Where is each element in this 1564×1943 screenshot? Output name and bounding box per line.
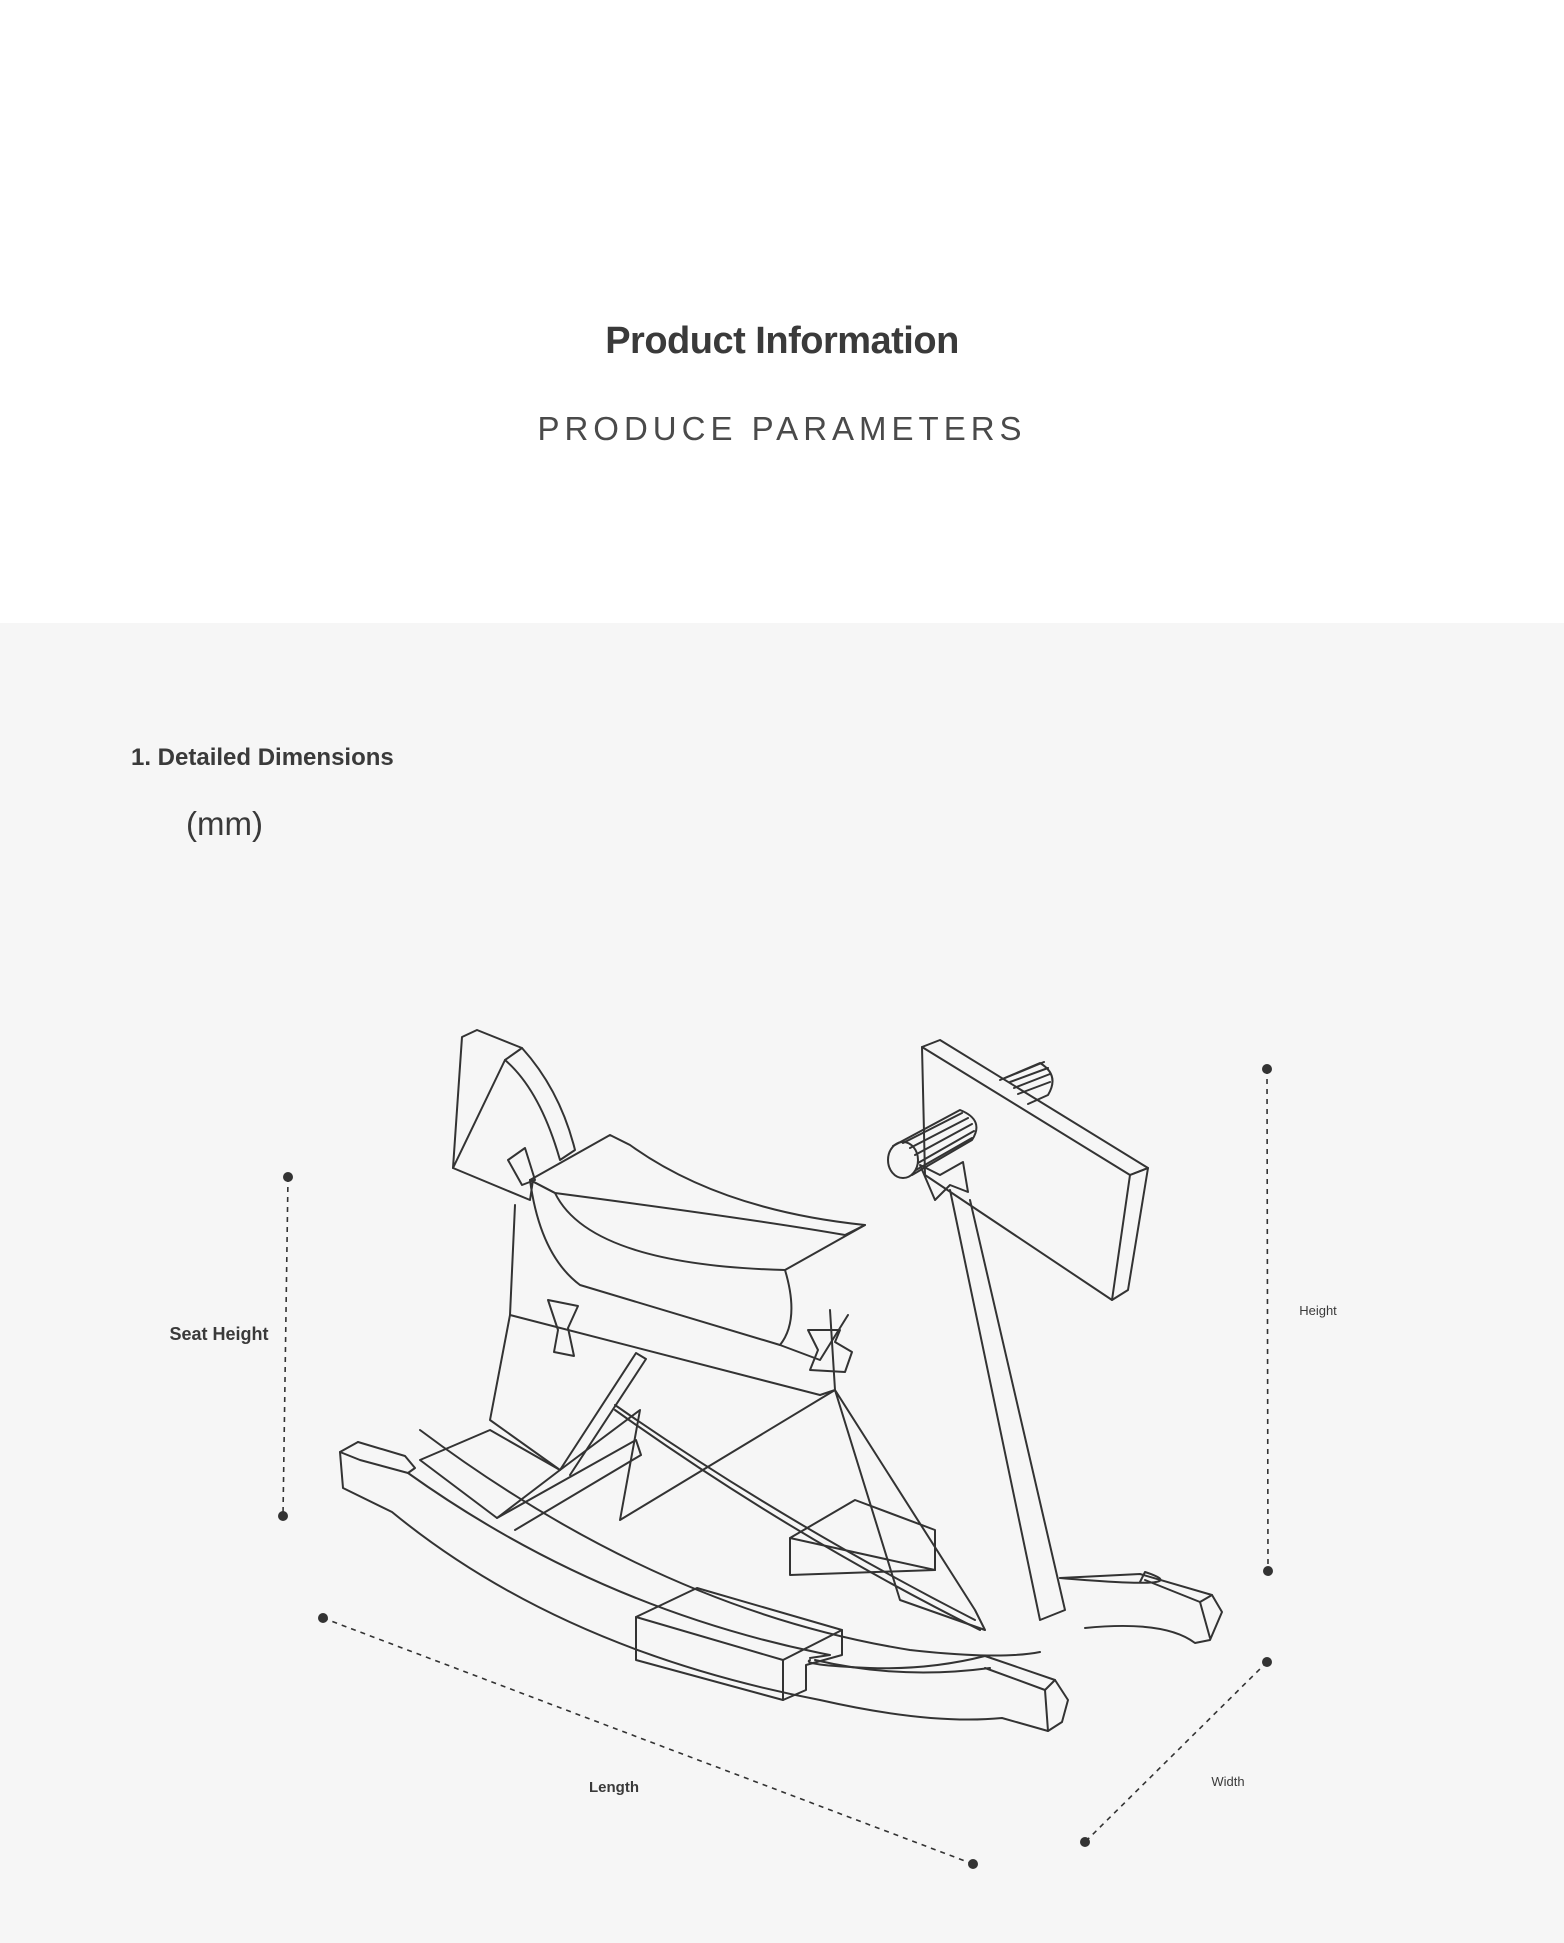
front-rocker: [340, 1442, 1068, 1731]
left-crossbar: [420, 1430, 641, 1530]
page-subtitle: PRODUCE PARAMETERS: [537, 410, 1027, 447]
dimension-endpoint: [318, 1613, 328, 1623]
length-label: Length: [589, 1779, 639, 1796]
seat: [530, 1135, 865, 1360]
dimension-endpoint: [283, 1172, 293, 1182]
unit-label: (mm): [186, 805, 263, 842]
section-title: 1. Detailed Dimensions: [131, 744, 394, 771]
tail-board: [453, 1030, 575, 1200]
dimension-endpoint: [1263, 1566, 1273, 1576]
head-board: [922, 1040, 1148, 1620]
seat-height-dimension-line: [283, 1177, 288, 1516]
seat-height-label: Seat Height: [169, 1324, 269, 1344]
width-label: Width: [1211, 1774, 1245, 1789]
dimension-endpoint: [1080, 1837, 1090, 1847]
dimension-endpoint: [968, 1859, 978, 1869]
page-title: Product Information: [605, 320, 959, 362]
dimension-endpoint: [278, 1511, 288, 1521]
dimension-endpoint: [1262, 1064, 1272, 1074]
height-dimension-line: [1267, 1069, 1268, 1571]
handle-right: [1000, 1062, 1053, 1104]
dimension-endpoint: [1262, 1657, 1272, 1667]
length-dimension-line: [323, 1618, 973, 1864]
width-dimension-line: [1085, 1662, 1267, 1842]
bow-tie-decorations: [508, 1148, 968, 1372]
height-label: Height: [1299, 1303, 1337, 1318]
